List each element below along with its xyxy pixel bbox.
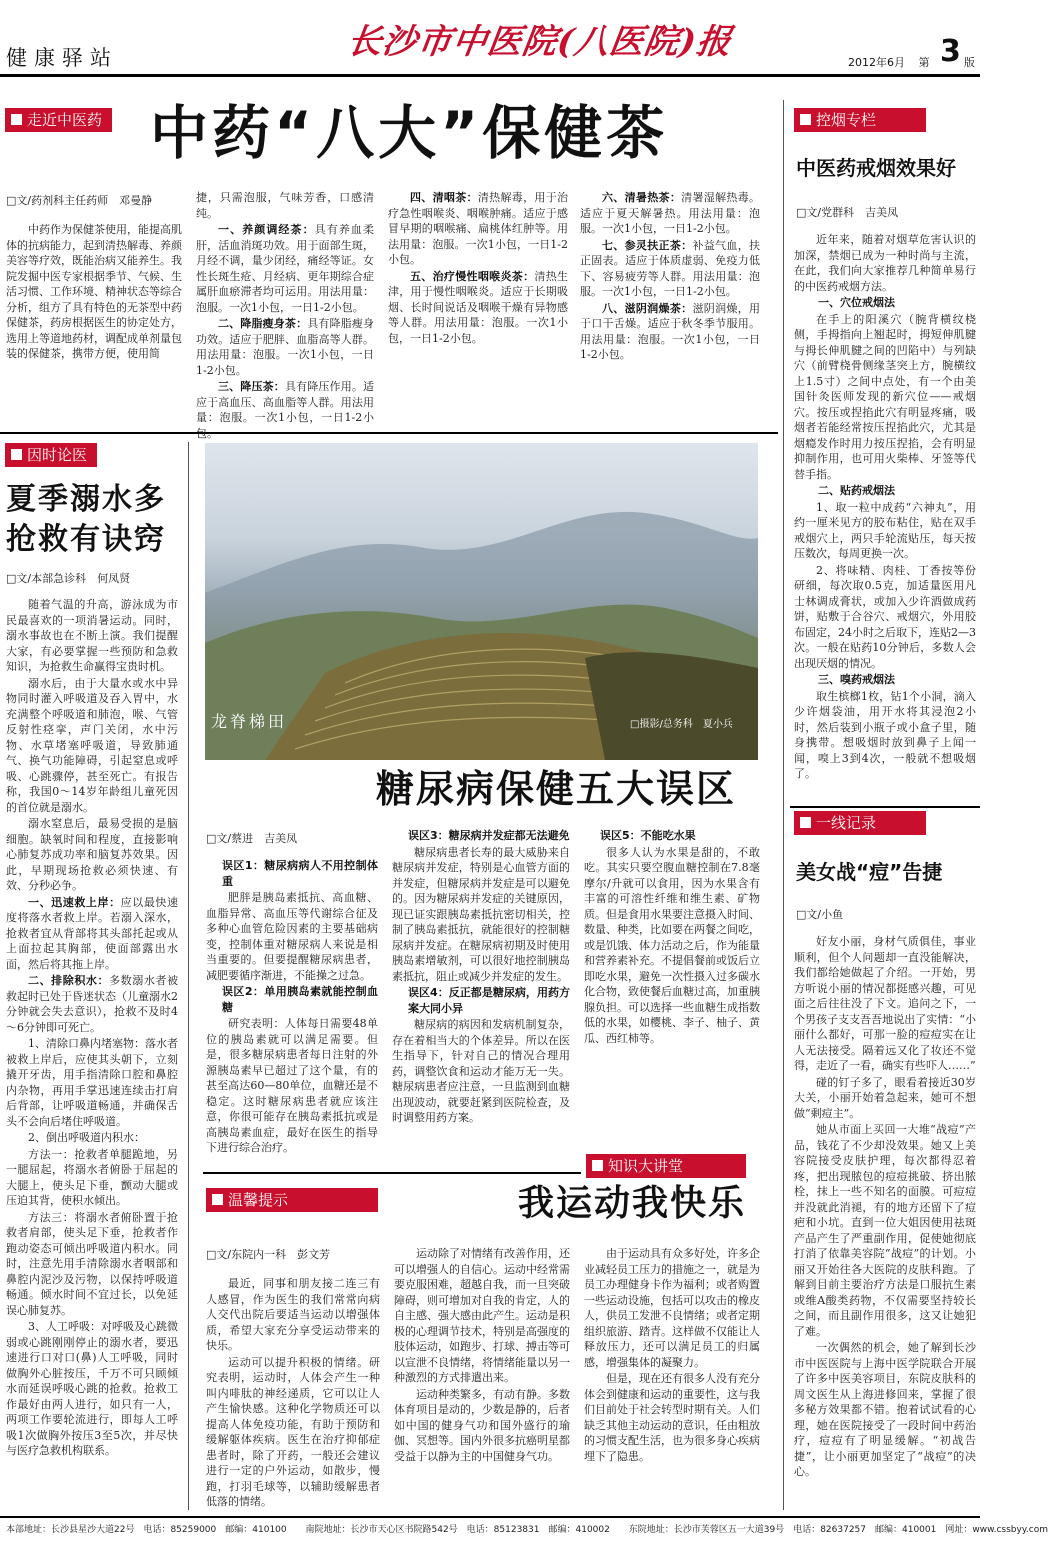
footer-main-campus: 本部地址：长沙县星沙大道22号 电话：85259000 邮编：410100 — [6, 1525, 287, 1535]
intro-paragraph: 中药作为保健茶使用，能提高肌体的抗病能力，起到清热解毒、养颜美容等疗效，既能治病又能养生。我院发掘中医专家根据季节、气候、生活习惯、工作环境、精神状态等综合分析，组方了具有特色的无茶型中药保健茶，药房根据医生的协定处方，选用上等道地药材，调配成单剂量包装的保健茶，携带方便，使用简 — [6, 223, 182, 360]
myth-heading: 误区1：糖尿病病人不用控制体重 — [222, 859, 378, 888]
article-column — [584, 828, 760, 1150]
paragraph: 她从市面上买回一大堆“战痘”产品，钱花了不少却没效果。她又上美容院接受皮肤护理，每次都得忍着疼，把出现脓包的痘痘挑破、挤出脓栓，抹上一些不知名的面膜。可痘痘并没就此消褪，有的地方还留下了痘疤和小坑。直到一位大姐因使用祛斑产品产生了严重副作用，促使她彻底打消了依靠美容院“战痘”的计划。小丽又开始往各大医院的皮肤科跑。了解到目前主要治疗方法是口服抗生素或维A酸类药物，不仅需要坚持较长之间，而且副作用很多，这又让她犯了难。 — [794, 1123, 976, 1338]
article-column — [388, 190, 568, 410]
paragraph: 近年来，随着对烟草危害认识的加深，禁烟已成为一种时尚与主流，在此，我们向大家推荐几种简单易行的中医药戒烟方法。 — [794, 233, 976, 293]
paragraph: 捷，只需泡服，气味芳香，口感清纯。 — [196, 191, 374, 220]
photo-credit: □摄影/总务科 夏小兵 — [630, 719, 733, 730]
tea-item: 一、养颜调经茶：具有养血柔肝，活血消斑功效。用于面部生斑，月经不调，量少闭经，痛经等证。女性长斑生疮、月经病、更年期综合症属肝血瘀滞者均可运用。用法用量：泡服。一次1小包，一日1-2小包。 — [196, 223, 375, 314]
paragraph: 溺水后，由于大量水或水中异物同时灌入呼吸道及吞入胃中，水充满整个呼吸道和肺泡，喉、气管反射性痉挛，声门关闭，水中污物、水草堵塞呼吸道，导致肺通气、换气功能障碍，引起窒息或呼吸、心跳骤停，甚至死亡。有报告称，我国0～14岁年龄组儿童死因的首位就是溺水。 — [6, 676, 178, 814]
paragraph: 由于运动具有众多好处，许多企业减轻员工压力的措施之一，就是为员工办理健身卡作为福利；或者购置一些运动设施，包括可以攻击的橡皮人，供员工发泄不良情绪；或者定期组织旅游、踏青。这样做不仅能让人释放压力，还可以满足员工的归属感，增强集体的凝聚力。 — [584, 1247, 760, 1369]
tag-banner: 走近中医药 — [5, 108, 112, 132]
tea-item: 五、治疗慢性咽喉炎茶：清热生津，用于慢性咽喉炎。适应于长期吸烟、长时间说话及咽喉干燥有异物感等人群。用法用量：泡服。一次1小包，一日1-2小包。 — [388, 269, 569, 345]
article-column — [794, 934, 976, 1512]
tag-banner: 知识大讲堂 — [586, 1154, 746, 1178]
tag-banner: 因时论医 — [5, 443, 97, 467]
section-name: 健康驿站 — [6, 46, 118, 70]
paragraph: 肥胖是胰岛素抵抗、高血糖、血脂异常、高血压等代谢综合征及多种心血管危险因素的主要基础病变，控制体重对糖尿病人来说是相当重要的。但要提醒糖尿病患者，减肥要循序渐进，不能操之过急。 — [206, 891, 378, 982]
paragraph: 1、清除口鼻内堵塞物：落水者被救上岸后，应使其头朝下，立刻撬开牙齿，用手指清除口腔和鼻腔内杂物，再用手掌迅速连续击打肩后背部，让呼吸道畅通，并确保舌头不会向后堵住呼吸道。 — [6, 1037, 178, 1128]
page-number: 3 — [940, 34, 961, 69]
tag-banner: 温馨提示 — [206, 1188, 378, 1212]
paragraph: 糖尿病患者长寿的最大威胁来自糖尿病并发症，特别是心血管方面的并发症，但糖尿病并发症是可以避免的。因为糖尿病并发症的关键原因，现已证实跟胰岛素抵抗密切相关，控制了胰岛素抵抗，就能很好的控制糖尿病并发症。在糖尿病初期及时使用胰岛素增敏剂，可以很好地控制胰岛素抵抗，阻止或减少并发症的发生。 — [392, 845, 570, 983]
method-heading: 三、嗅药戒烟法 — [818, 673, 895, 686]
article-column — [6, 597, 178, 1512]
paragraph: 研究表明：人体每日需要48单位的胰岛素就可以满足需要。但是，很多糖尿病患者每日注射的外源胰岛素早已超过了这个量，有的甚至高达60—80单位，血糖还是不稳定。这时糖尿病患者就应该注意，你很可能存在胰岛素抵抗或是高胰岛素血症，最好在医生的指导下进行综合治疗。 — [206, 1017, 378, 1154]
paragraph: 运动除了对情绪有改善作用，还可以增强人的自信心。运动中经常需要克服困难，超越自我，而一旦突破障碍，则可增加对自我的肯定，人的自主感、强大感由此产生。运动是积极的心理调节技术，特别是高强度的肢体运动，如跑步、打球、搏击等可以宣泄不良情绪，将情绪能量以另一种激烈的方式排遣出来。 — [394, 1247, 570, 1384]
method-heading: 二、贴药戒烟法 — [818, 484, 895, 497]
article-column — [794, 232, 976, 807]
paragraph: 很多人认为水果是甜的，不敢吃。其实只要空腹血糖控制在7.8毫摩尔/升就可以食用，因为水果含有丰富的可溶性纤维和维生素、矿物质。但是食用水果要注意摄入时间、数量、种类，比如要在两餐之间吃，或是饥饿、体力活动之后，作为能量和营养素补充。不提倡餐前或饭后立即吃水果，避免一次性摄入过多碳水化合物，致使餐后血糖过高，加重胰腺负担。可以选择一些血糖生成指数低的水果，如樱桃、李子、柚子、黄瓜、西红柿等。 — [584, 845, 760, 1045]
paragraph: 最近，同事和朋友接二连三有人感冒，作为医生的我们常常向病人交代出院后要适当运动以增强体质，希望大家充分享受运动带来的快乐。 — [206, 1277, 380, 1352]
article-column — [394, 1246, 570, 1512]
paragraph: 碰的钉子多了，眼看着接近30岁大关，小丽开始着急起来，她可不想做“剩痘主”。 — [794, 1075, 976, 1120]
section-rule — [0, 432, 778, 434]
landscape-photo — [205, 443, 758, 760]
terraced-fields-illustration — [205, 443, 758, 760]
column-divider — [783, 100, 784, 1510]
paragraph: 但是，现在还有很多人没有充分体会到健康和运动的重要性，这与我们目前处于社会转型时期有关。人们缺乏其他主动运动的意识，任由粗放的习惯支配生活，也为很多身心疾病埋下了隐患。 — [584, 1372, 760, 1463]
footer-address — [6, 1522, 1048, 1535]
article-title: 糖尿病保健五大误区 — [376, 767, 737, 811]
paragraph: 运动种类繁多，有动有静。多数体育项目是动的，少数是静的，后者如中国的健身气功和国外盛行的瑜伽、冥想等。国内外很多抗癌明星都受益于以静为主的中国健身气功。 — [394, 1387, 570, 1463]
tea-item: 七、参灵扶正茶：补益气血，扶正固表。适应于体质虚弱、免疫力低下、容易疲劳等人群。用法用量：泡服。一次1小包，一日1-2小包。 — [580, 238, 761, 298]
masthead-rule — [0, 74, 980, 77]
tea-item: 三、降压茶：具有降压作用。适应于高血压、高血脂等人群。用法用量：泡服。一次1小包，一日1-2小 — [196, 380, 375, 424]
article-title: 美女战“痘”告捷 — [796, 860, 943, 884]
tea-item: 八、滋阴润燥茶：滋阴润燥，用于口干舌燥。适应于秋冬季节服用。用法用量：泡服。一次1小包，一日1-2小包。 — [580, 301, 761, 361]
paragraph: 糖尿病的病因和发病机制复杂，存在着相当大的个体差异。所以在医生指导下，针对自己的情况合理用药，调整饮食和运动才能万无一失。糖尿病患者应注意，一旦监测到血糖出现波动，就要赶紧到医院检查，及时调整用药方案。 — [392, 1018, 570, 1124]
footer-rule — [0, 1516, 980, 1518]
paragraph: 二、排除积水：多数溺水者被救起时已处于昏迷状态（儿童溺水2分钟就会失去意识），抢救不及时4～6分钟即可死亡。 — [6, 974, 179, 1034]
myth-heading: 误区2：单用胰岛素就能控制血糖 — [222, 985, 378, 1014]
paragraph: 方法一：抢救者单腿跪地，另一腿屈起，将溺水者俯卧于屈起的大腿上，使头足下垂，颤动大腿或压迫其背，使积水倾出。 — [6, 1147, 178, 1207]
article-column — [196, 190, 375, 424]
tag-banner: 一线记录 — [794, 811, 926, 835]
byline: □文/小鱼 — [796, 908, 844, 921]
paragraph: 运动可以提升积极的情绪。研究表明，运动时，人体会产生一种叫内啡肽的神经递质，它可以让人产生愉快感。这种化学物质还可以提高人体免疫功能，有助于预防和缓解躯体疾病。医生在治疗抑郁症患者时，除了开药，一般还会建议进行一定的户外运动，如散步，慢跑，打羽毛球等，以辅助缓解患者低落的情绪。 — [206, 1355, 380, 1508]
article-title: 中医药戒烟效果好 — [796, 156, 956, 180]
tag-banner: 控烟专栏 — [794, 108, 926, 132]
paragraph: 一次偶然的机会，她了解到长沙市中医医院与上海中医学院联合开展了许多中医美容项目，东院皮肤科的周文医生从上海进修回来，掌握了很多秘方效果都不错。抱着试试看的心理，她在医院接受了一段时间中药治疗，痘痘有了明显缓解。“初战告捷”，让小丽更加坚定了“战痘”的决心。 — [794, 1341, 976, 1478]
page-suffix: 版 — [964, 56, 975, 69]
column-divider-left — [188, 442, 189, 1510]
paragraph: 随着气温的升高，游泳成为市民最喜欢的一项消暑运动。同时，溺水事故也在不断上演。我们提醒大家，有必要掌握一些预防和急救知识，为抢救生命赢得宝贵时机。 — [6, 598, 178, 673]
date-text: 2012年6月 — [848, 56, 905, 69]
myth-heading: 误区5：不能吃水果 — [600, 829, 696, 842]
article-column — [392, 828, 570, 1156]
article-title: 我运动我快乐 — [518, 1183, 747, 1224]
myth-heading: 误区3：糖尿病并发症都无法避免 — [408, 829, 570, 842]
article-title-line: 抢救有诀窍 — [6, 522, 166, 557]
article-column — [206, 1276, 380, 1512]
paragraph: 2、将味精、肉桂、丁香按等份研细，每次取0.5克，加适量医用凡士林调成膏状，或加入少许酒做成药饼，贴敷于合谷穴、戒烟穴，外用胶布固定，24小时之后取下，连贴2—3次。一般在贴药10分钟后，多数人会出现厌烟的情况。 — [794, 563, 976, 670]
myth-heading: 误区4：反正都是糖尿病，用药方案大同小异 — [408, 986, 570, 1015]
newspaper-logo: 长沙市中医院(八医院)报 — [344, 22, 735, 62]
paragraph: 3、人工呼吸：对呼吸及心跳微弱或心跳刚刚停止的溺水者，要迅速进行口对口(鼻)人工呼吸，同时做胸外心脏按压，千万不可只顾倾水而延误呼吸心跳的抢救。抢救工作最好由两人进行，如只有一人，两项工作要轮流进行，即每人工呼吸1次做胸外按压3至5次，并尽快与医疗急救机构联系。 — [6, 1320, 178, 1457]
article-column — [584, 1246, 760, 1512]
paragraph: 1、取一粒中成药“六神丸”，用约一厘米见方的胶布粘住，贴在双手戒烟穴上，两只手轮流贴压，每天按压数次，每周更换一次。 — [794, 500, 976, 560]
issue-date — [848, 54, 930, 70]
article-column — [580, 190, 760, 410]
byline: □文/东院内一科 彭文芳 — [206, 1248, 331, 1261]
paragraph: 一、迅速救上岸：应以最快速度将落水者救上岸。若溺入深水，抢救者宜从背部将其头部托起或从上面拉起其胸部，使面部露出水面，然后将其拖上岸。 — [6, 895, 179, 971]
paragraph: 在手上的阳溪穴（腕背横纹桡侧，手拇指向上翘起时，拇短伸肌腱与拇长伸肌腱之间的凹陷中）与列缺穴（前臂桡骨侧缘茎突上方，腕横纹上1.5寸）之间中点处，有一个由美国针灸医师发现的新穴位——戒烟穴。按压或捏掐此穴有明显疼痛，吸烟者若能经常按压捏掐此穴，尤其是烟瘾发作时用力按压捏掐，会有明显抑制作用，也可用火柴棒、牙签等代替手指。 — [794, 312, 976, 481]
paragraph: 2、倒出呼吸道内积水： — [28, 1131, 145, 1144]
byline: □文/药剂科主任药师 邓曼静 — [6, 194, 153, 207]
byline: □文/本部急诊科 何凤贤 — [6, 572, 131, 585]
tea-item: 二、降脂瘦身茶：具有降脂瘦身功效。适应于肥胖、血脂高等人群。用法用量：泡服。一次1小包，一日1-2小包。 — [196, 317, 375, 377]
paragraph: 溺水窒息后，最易受损的是脑细胞。缺氧时间和程度，直接影响心肺复苏成功率和脑复苏效果。因此，早期现场抢救必须快速、有效、分秒必争。 — [6, 817, 178, 892]
method-heading: 一、穴位戒烟法 — [818, 296, 895, 309]
page-prefix: 第 — [918, 56, 930, 69]
photo-caption: 龙脊梯田 — [211, 712, 288, 731]
article-title-line: 夏季溺水多 — [6, 482, 166, 517]
paragraph: 方法三：将溺水者俯卧置于抢救者肩部，使头足下垂，抢救者作跑动姿态可倾出呼吸道内积水。同时，注意先用手清除溺水者咽部和鼻腔内泥沙及污物，以保持呼吸道畅通。倾水时间不宜过长，以免延误心肺复苏。 — [6, 1210, 178, 1317]
article-title: 中药“八大”保健茶 — [150, 99, 669, 167]
byline: □文/党群科 吉美凤 — [796, 206, 899, 219]
section-rule — [203, 1172, 581, 1174]
footer-south-campus: 南院地址：长沙市天心区书院路542号 电话：85123831 邮编：410002 — [305, 1525, 610, 1535]
paragraph: 取生槟榔1枚，钻1个小洞，滴入少许烟袋油，用开水将其浸泡2小时，然后装到小瓶子或小盒子里，随身携带。想吸烟时放到鼻子上闻一闻，嗅上3到4次，一般就不想吸烟了。 — [794, 689, 976, 780]
tea-item: 四、清咽茶：清热解毒，用于治疗急性咽喉炎、咽喉肿痛。适应于感冒早期的咽喉痛、扁桃体红肿等。用法用量：泡服。一次1小包，一日1-2小包。 — [388, 191, 569, 266]
article-column — [206, 858, 378, 1158]
paragraph: 好友小丽，身材气质俱佳，事业顺利，但个人问题却一直没能解决，我们都给她做起了介绍。一开始，男方听说小丽的情况都挺感兴趣，可见面之后往往没了下文。追问之下，一个男孩子支支吾吾地说出了实情：“小丽什么都好，可那一脸的痘痘实在让人无法接受。隔着远又化了妆还不觉得，走近了一看，确实有些吓人……” — [794, 935, 976, 1072]
tea-item: 六、清暑热茶：清署湿解热毒。适应于夏天解暑热。用法用量：泡服。一次1小包，一日1-2小包。 — [580, 191, 761, 235]
byline: □文/蔡进 吉美凤 — [206, 832, 298, 845]
section-rule — [790, 806, 980, 808]
article-column — [6, 222, 182, 408]
footer-east-campus: 东院地址：长沙市芙蓉区五一大道39号 电话：82637257 邮编：410001 网址：www.cssbyy.com — [628, 1525, 1048, 1535]
